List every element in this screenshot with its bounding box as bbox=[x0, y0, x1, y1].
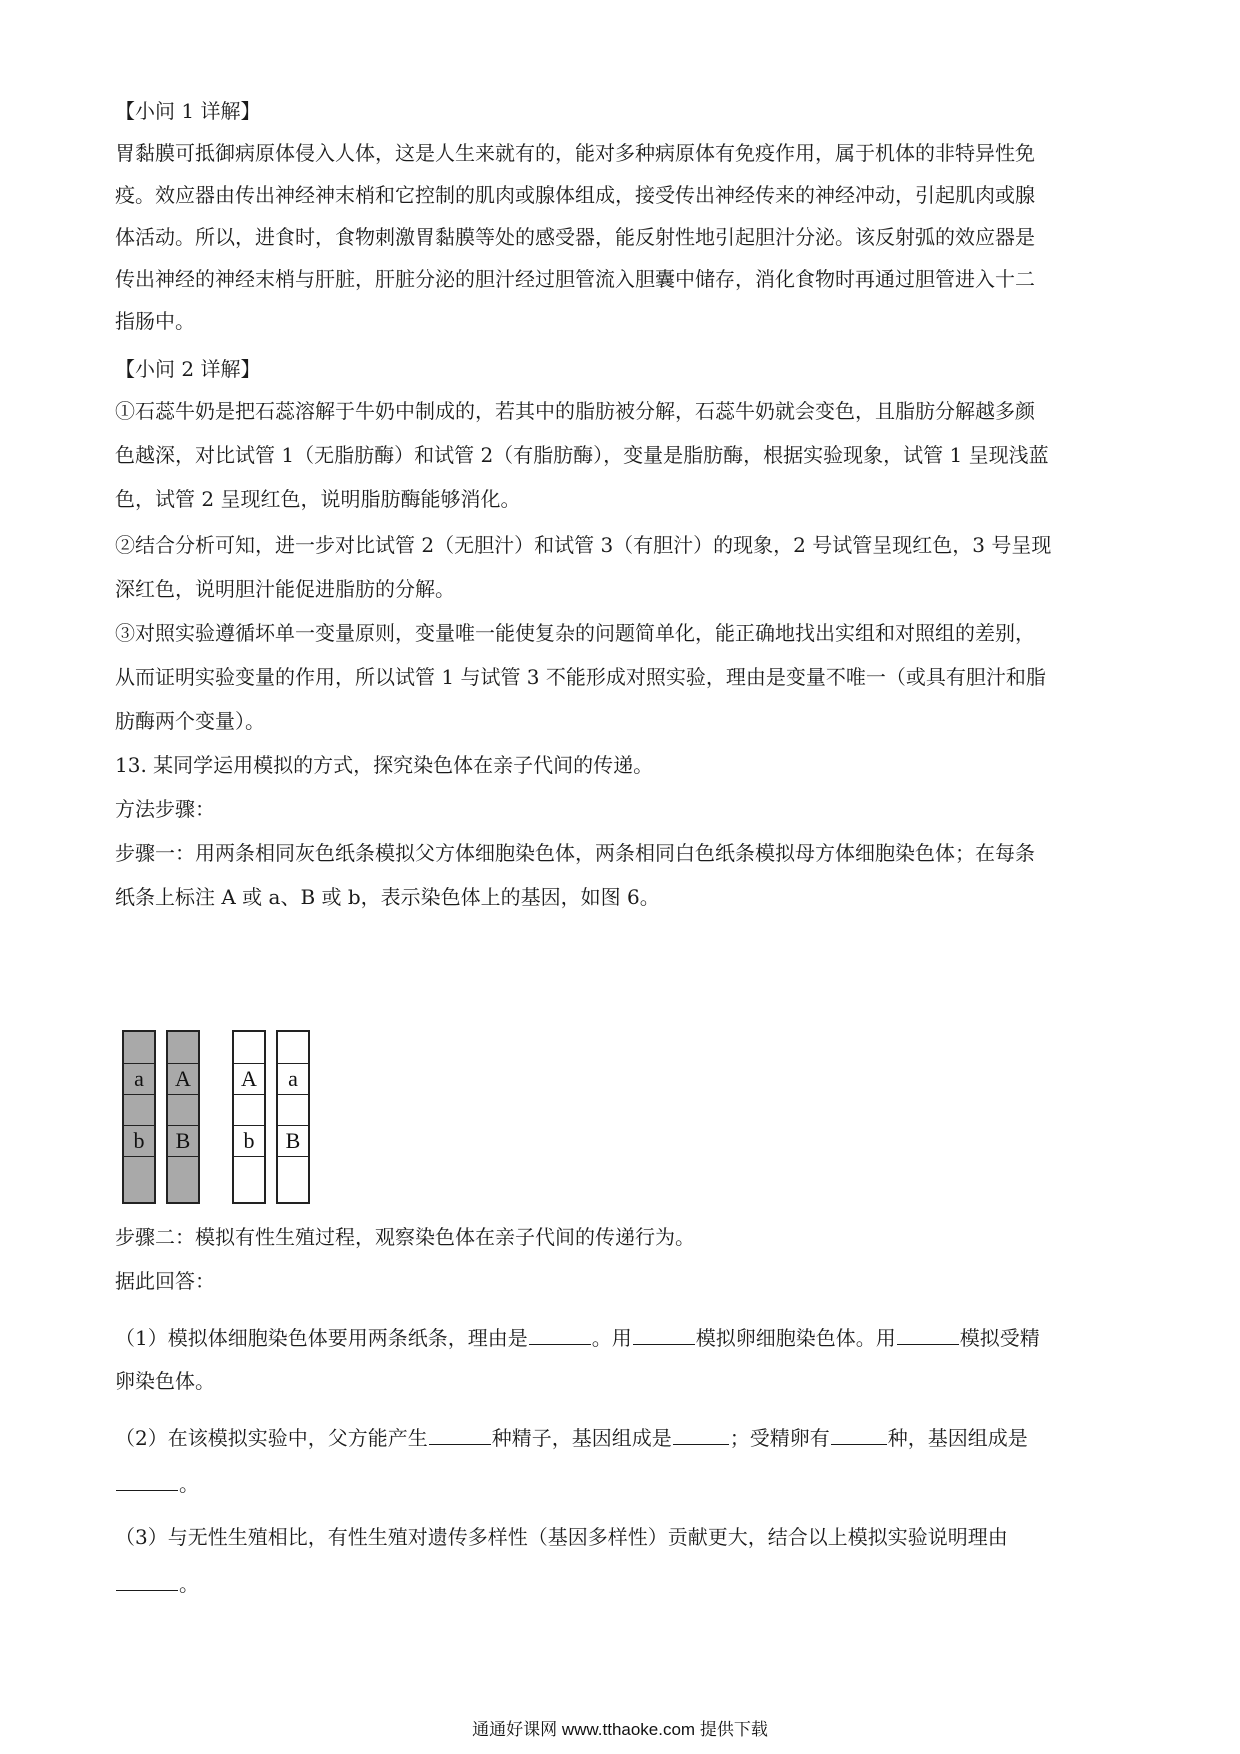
answer-blank[interactable] bbox=[116, 1568, 178, 1591]
gene-label: a bbox=[134, 1066, 144, 1091]
strip-divider bbox=[234, 1156, 264, 1157]
subquestion-2 bbox=[115, 1422, 1125, 1453]
subquestion-3: （3）与无性生殖相比，有性生殖对遗传多样性（基因多样性）贡献更大，结合以上模拟实验说明理由 bbox=[115, 1525, 1008, 1549]
answer-blank[interactable] bbox=[673, 1422, 729, 1445]
q2-text: 。 bbox=[179, 1472, 199, 1496]
section1-line: 胃黏膜可抵御病原体侵入人体，这是人生来就有的，能对多种病原体有免疫作用，属于机体的非特异性免 bbox=[115, 141, 1035, 165]
gene-label: B bbox=[175, 1128, 191, 1153]
subquestion-3-line2 bbox=[115, 1568, 1125, 1599]
strip-divider bbox=[124, 1156, 154, 1157]
q1-text: （1）模拟体细胞染色体要用两条纸条，理由是 bbox=[115, 1326, 528, 1350]
gene-label: A bbox=[241, 1066, 257, 1091]
strip-divider bbox=[234, 1094, 264, 1095]
subquestion-2-line2 bbox=[115, 1468, 1125, 1499]
mother-strip-1 bbox=[232, 1030, 266, 1204]
section2-line: 深红色，说明胆汁能促进脂肪的分解。 bbox=[115, 577, 455, 601]
page-footer: 通通好课网 www.tthaoke.com 提供下载 bbox=[472, 1720, 768, 1739]
q2-text: （2）在该模拟实验中，父方能产生 bbox=[115, 1426, 428, 1450]
strip-divider bbox=[168, 1094, 198, 1095]
section1-line: 指肠中。 bbox=[115, 309, 195, 333]
q2-text: 种精子，基因组成是 bbox=[491, 1426, 672, 1450]
subquestion-1-line2: 卵染色体。 bbox=[115, 1369, 215, 1393]
gene-label: b bbox=[243, 1128, 255, 1153]
strip-divider bbox=[278, 1094, 308, 1095]
q2-text: 种，基因组成是 bbox=[887, 1426, 1028, 1450]
answer-prompt: 据此回答： bbox=[115, 1269, 215, 1293]
method-label: 方法步骤： bbox=[115, 797, 215, 821]
step1-line: 纸条上标注 A 或 a、B 或 b，表示染色体上的基因，如图 6。 bbox=[115, 885, 660, 909]
gene-label: a bbox=[288, 1066, 298, 1091]
q2-text: ；受精卵有 bbox=[729, 1426, 830, 1450]
section2-heading: 【小问 2 详解】 bbox=[115, 357, 261, 381]
strip-divider bbox=[124, 1094, 154, 1095]
q1-text: 模拟卵细胞染色体。用 bbox=[695, 1326, 896, 1350]
answer-blank[interactable] bbox=[633, 1322, 695, 1345]
section2-line: ②结合分析可知，进一步对比试管 2（无胆汁）和试管 3（有胆汁）的现象，2 号试管呈现红色，3 号呈现 bbox=[115, 533, 1052, 557]
subquestion-1 bbox=[115, 1322, 1125, 1353]
gene-label: b bbox=[133, 1128, 145, 1153]
section1-line: 疫。效应器由传出神经神末梢和它控制的肌肉或腺体组成，接受传出神经传来的神经冲动，引起肌肉或腺 bbox=[115, 183, 1035, 207]
q1-text: 模拟受精 bbox=[959, 1326, 1040, 1350]
gene-label: A bbox=[175, 1066, 191, 1091]
section1-heading: 【小问 1 详解】 bbox=[115, 99, 261, 123]
answer-blank[interactable] bbox=[429, 1422, 491, 1445]
answer-blank[interactable] bbox=[116, 1468, 178, 1491]
section2-line: ①石蕊牛奶是把石蕊溶解于牛奶中制成的，若其中的脂肪被分解，石蕊牛奶就会变色，且脂肪分解越多颜 bbox=[115, 399, 1035, 423]
father-strip-1 bbox=[122, 1030, 156, 1204]
chromosome-strips-figure bbox=[122, 1030, 342, 1204]
step1-line: 步骤一：用两条相同灰色纸条模拟父方体细胞染色体，两条相同白色纸条模拟母方体细胞染色体；在每条 bbox=[115, 841, 1035, 865]
answer-blank[interactable] bbox=[529, 1322, 591, 1345]
q3-text: 。 bbox=[179, 1572, 199, 1596]
mother-strip-2 bbox=[276, 1030, 310, 1204]
gene-label: B bbox=[285, 1128, 301, 1153]
question-title: 13. 某同学运用模拟的方式，探究染色体在亲子代间的传递。 bbox=[115, 753, 654, 777]
step2-line: 步骤二：模拟有性生殖过程，观察染色体在亲子代间的传递行为。 bbox=[115, 1225, 695, 1249]
section2-line: 从而证明实验变量的作用，所以试管 1 与试管 3 不能形成对照实验，理由是变量不唯一（或具有胆汁和脂 bbox=[115, 665, 1046, 689]
section2-line: ③对照实验遵循坏单一变量原则，变量唯一能使复杂的问题简单化，能正确地找出实组和对照组的差别， bbox=[115, 621, 1035, 645]
answer-blank[interactable] bbox=[897, 1322, 959, 1345]
father-strip-2 bbox=[166, 1030, 200, 1204]
section1-line: 传出神经的神经末梢与肝脏，肝脏分泌的胆汁经过胆管流入胆囊中储存，消化食物时再通过胆管进入十二 bbox=[115, 267, 1035, 291]
section2-line: 肪酶两个变量）。 bbox=[115, 709, 265, 733]
strip-divider bbox=[278, 1156, 308, 1157]
answer-blank[interactable] bbox=[831, 1422, 887, 1445]
section2-line: 色越深，对比试管 1（无脂肪酶）和试管 2（有脂肪酶），变量是脂肪酶，根据实验现象，试管 1 呈现浅蓝 bbox=[115, 443, 1049, 467]
strip-divider bbox=[168, 1156, 198, 1157]
q1-text: 。用 bbox=[591, 1326, 632, 1350]
section1-line: 体活动。所以，进食时，食物刺激胃黏膜等处的感受器，能反射性地引起胆汁分泌。该反射弧的效应器是 bbox=[115, 225, 1035, 249]
section2-line: 色，试管 2 呈现红色，说明脂肪酶能够消化。 bbox=[115, 487, 521, 511]
